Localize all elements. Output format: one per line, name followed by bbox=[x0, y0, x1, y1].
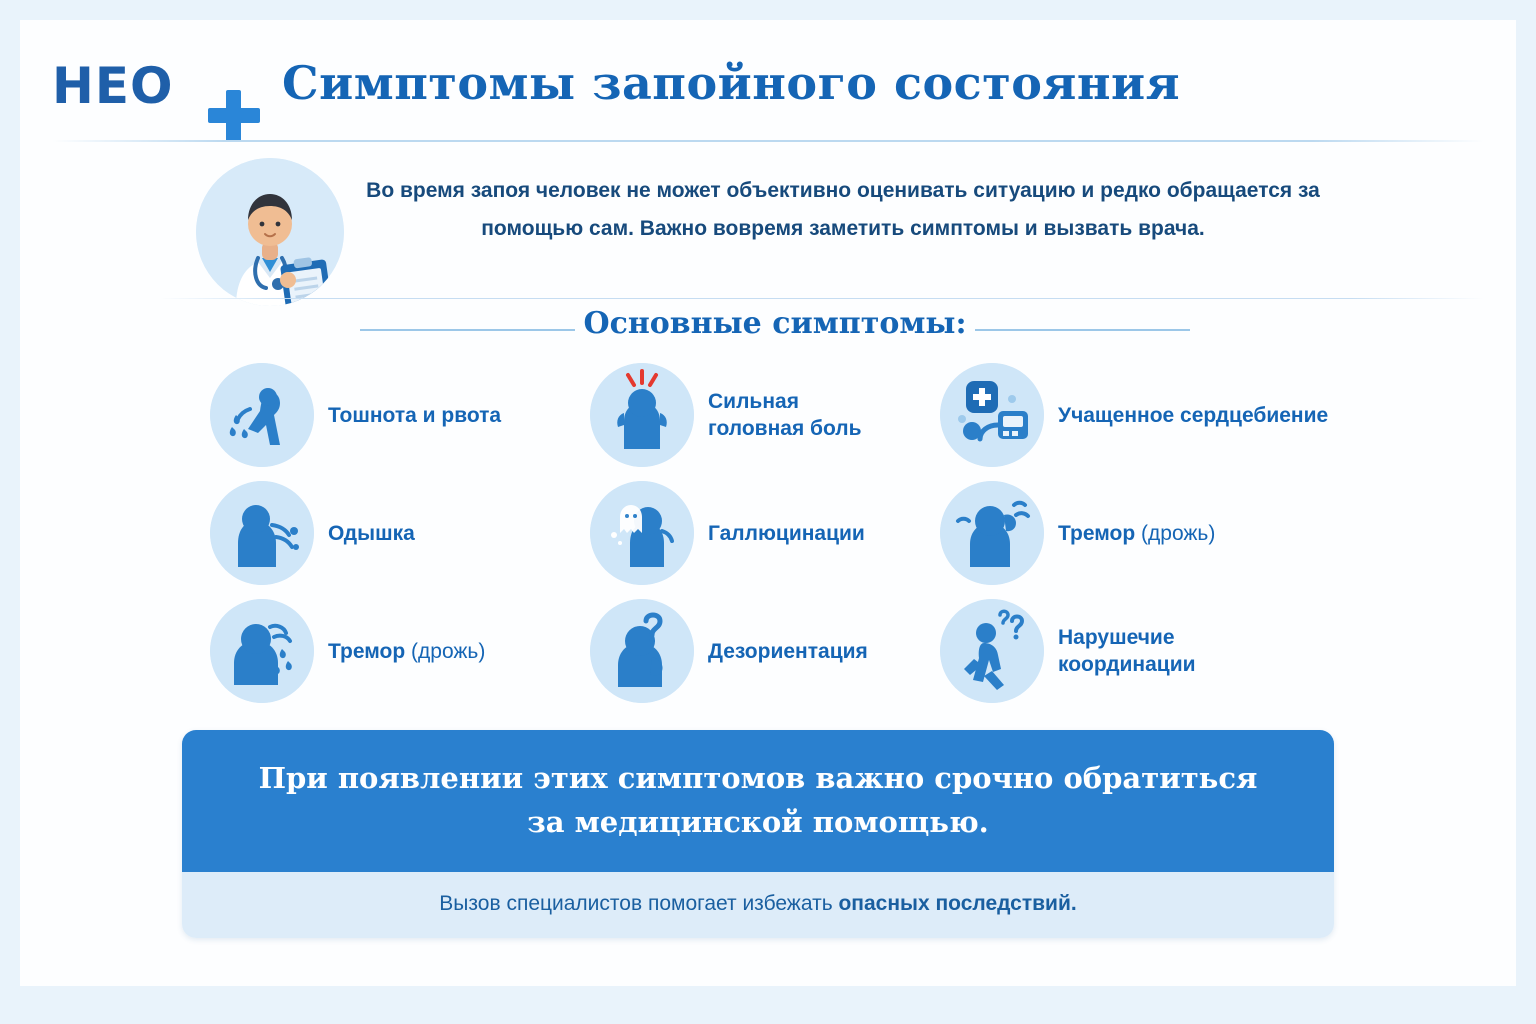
page-title: Симптомы запойного состояния bbox=[282, 56, 1181, 110]
header-divider bbox=[52, 140, 1484, 142]
bottom-strip bbox=[0, 1006, 1536, 1024]
intro-text: Во время запоя человек не может объективно оценивать ситуацию и редко обращается за помощью сам. Важно вовремя заметить симптомы и вызвать врача. bbox=[366, 179, 1320, 240]
symptom-label: Галлюцинации bbox=[708, 521, 865, 545]
plus-icon bbox=[208, 90, 260, 142]
callout-sub-prefix: Вызов специалистов помогает избежать bbox=[439, 892, 839, 915]
section-heading-label: Основные симптомы: bbox=[583, 306, 967, 341]
symptom-label: Сильная головная боль bbox=[708, 390, 862, 440]
symptom-label: Учащенное сердцебиение bbox=[1058, 403, 1329, 427]
coordination-icon bbox=[940, 599, 1044, 703]
section-heading bbox=[360, 306, 1190, 352]
callout-banner bbox=[182, 730, 1334, 938]
shortness-breath-icon bbox=[210, 481, 314, 585]
infographic-card bbox=[20, 20, 1516, 986]
symptom-label: Тремор (дрожь) bbox=[1058, 521, 1216, 545]
hallucination-icon bbox=[590, 481, 694, 585]
logo bbox=[52, 58, 262, 114]
doctor-avatar-icon bbox=[196, 158, 344, 306]
symptom-label: Одышка bbox=[328, 521, 415, 545]
symptom-item-tremor-sweat bbox=[210, 596, 630, 706]
heading-rule-right bbox=[975, 329, 1190, 331]
callout-main-line1: При появлении этих симптомов важно срочно обратиться bbox=[258, 761, 1258, 795]
disorientation-icon bbox=[590, 599, 694, 703]
symptom-label: Тремор (дрожь) bbox=[328, 639, 486, 663]
symptom-item-tremor-head bbox=[940, 478, 1360, 588]
tremor-sweat-icon bbox=[210, 599, 314, 703]
tremor-head-icon bbox=[940, 481, 1044, 585]
callout-main bbox=[182, 730, 1334, 872]
callout-sub-bold: опасных последствий. bbox=[838, 892, 1077, 915]
symptom-label: Нарушечие координации bbox=[1058, 626, 1196, 676]
logo-text: HEO bbox=[52, 57, 174, 115]
symptom-item-coordination bbox=[940, 596, 1360, 706]
symptom-grid bbox=[190, 360, 1490, 708]
symptom-label: Тошнота и рвота bbox=[328, 403, 502, 427]
vomiting-icon bbox=[210, 363, 314, 467]
symptom-item-vomiting bbox=[210, 360, 630, 470]
intro-block bbox=[188, 158, 1488, 308]
heart-monitor-icon bbox=[940, 363, 1044, 467]
intro-divider bbox=[160, 298, 1484, 299]
symptom-label: Дезориентация bbox=[708, 639, 868, 663]
callout-main-line2: за медицинской помощью. bbox=[527, 805, 989, 839]
header bbox=[20, 20, 1516, 132]
callout-subtext bbox=[182, 872, 1334, 938]
symptom-item-dyspnea bbox=[210, 478, 630, 588]
headache-icon bbox=[590, 363, 694, 467]
symptom-item-tachycardia bbox=[940, 360, 1360, 470]
